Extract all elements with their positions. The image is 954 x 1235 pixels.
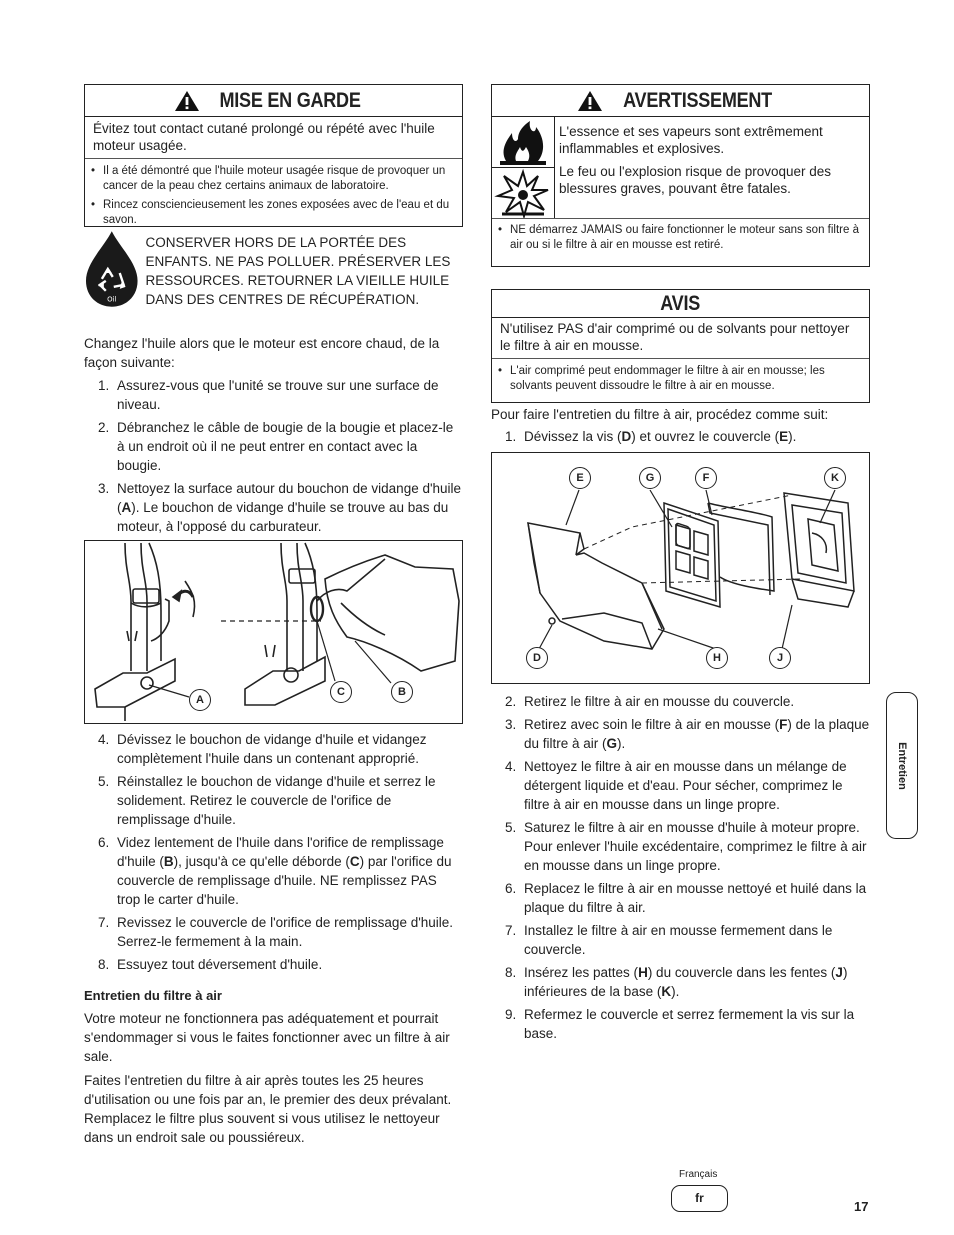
air-filter-figure [491,452,870,684]
list-item: 7. Revissez le couvercle de l'orifice de remplissage d'huile. Serrez-le fermement à la main. [98,915,454,949]
warning-lead: Évitez tout contact cutané prolongé ou répété avec l'huile moteur usagée. [85,117,462,159]
page-number: 17 [854,1199,869,1214]
warning-bullet: • Rincez consciencieusement les zones exposées avec de l'eau et du savon. [91,198,456,228]
left-column [84,84,463,1147]
danger-title: AVERTISSEMENT [623,88,772,112]
notice-title: AVIS [660,291,701,315]
list-item: 1. Dévissez la vis (D) et ouvrez le couvercle (E). [505,429,797,444]
danger-bullet: • NE démarrez JAMAIS ou faire fonctionner le moteur sans son filtre à air ou si le filtre à air en mousse est retiré. [498,223,863,253]
notice-header [492,290,869,318]
notice-bullet: • L'air comprimé peut endommager le filtre à air en mousse; les solvants peuvent dissoudre le filtre à air en mousse. [498,364,863,394]
list-item: 8. Essuyez tout déversement d'huile. [98,957,323,972]
danger-header [492,85,869,117]
list-item: 5. Saturez le filtre à air en mousse d'huile à moteur propre. Pour enlever l'huile excédentaire, comprimez le filtre à air en mousse dans un linge propre. [505,820,867,873]
list-item: 1. Assurez-vous que l'unité se trouve sur une surface de niveau. [98,378,439,412]
explosion-hazard-text: Le feu ou l'explosion risque de provoquer des blessures graves, pouvant être fatales. [559,164,832,196]
callout-k: K [824,467,846,489]
oil-change-steps-a [84,376,463,536]
callout-d: D [526,647,548,669]
list-item: 4. Nettoyez le filtre à air en mousse dans un mélange de détergent liquide et d'eau. Pour sécher, comprimez le filtre à air en mousse dans un linge propre. [505,759,847,812]
callout-h: H [706,647,728,669]
air-filter-steps-a [491,427,870,446]
list-item: 3. Nettoyez la surface autour du bouchon de vidange d'huile (A). Le bouchon de vidange d'huile se trouve au bas du moteur, à l'opposé du carburateur. [98,481,462,534]
warning-bullets [85,159,462,234]
language-code-badge: fr [671,1185,728,1212]
callout-g: G [639,467,661,489]
list-item: 4. Dévissez le bouchon de vidange d'huile et vidangez complètement l'huile dans un contenant approprié. [98,732,427,766]
callout-c: C [330,681,352,703]
warning-box [84,84,463,227]
hazard-icons [492,117,555,218]
list-item: 6. Videz lentement de l'huile dans l'orifice de remplissage d'huile (B), jusqu'à ce qu'elle déborde (C) par l'orifice du couvercle de remplissage d'huile. NE remplissez PAS trop le carter d'huile. [98,835,452,907]
list-item: 9. Refermez le couvercle et serrez fermement la vis sur la base. [505,1007,855,1041]
list-item: 7. Installez le filtre à air en mousse fermement dans le couvercle. [505,923,833,957]
callout-e: E [569,467,591,489]
oil-drain-figure [84,540,463,724]
callout-j: J [769,647,791,669]
air-filter-intro: Pour faire l'entretien du filtre à air, procédez comme suit: [491,407,829,422]
air-filter-paragraph: Faites l'entretien du filtre à air après toutes les 25 heures d'utilisation ou une fois par an, le premier des deux prévalant. Remplacez le filtre plus souvent si vous utilisez le nettoyeur dans un endroit sale ou poussiéreux. [84,1073,452,1145]
air-filter-exploded-illustration [492,453,868,682]
section-side-tab [886,692,918,839]
list-item: 5. Réinstallez le bouchon de vidange d'huile et serrez le solidement. Retirez le couvercle de l'orifice de remplissage d'huile. [98,774,436,827]
oil-notice-text: CONSERVER HORS DE LA PORTÉE DES ENFANTS. NE PAS POLLUER. PRÉSERVER LES RESSOURCES. RETOURNER LA VIEILLE HUILE DANS DES CENTRES DE RÉCUPÉRATION. [145,235,451,307]
notice-bullets [492,359,869,400]
list-item: 6. Replacez le filtre à air en mousse nettoyé et huilé dans la plaque du filtre à air. [505,881,867,915]
fire-hazard-text: L'essence et ses vapeurs sont extrêmement inflammables et explosives. [559,124,823,156]
air-filter-paragraph: Votre moteur ne fonctionnera pas adéquatement et pourrait s'endommager si vous le faites fonctionner avec un filtre à air sale. [84,1011,450,1064]
air-filter-steps-b [491,692,870,1043]
oil-icon-label: Oil [107,295,117,304]
hazard-texts [555,117,869,218]
oil-drop-recycle-icon [84,229,140,309]
explosion-icon [492,168,554,218]
warning-header [85,85,462,117]
danger-hazards [492,117,869,219]
oil-change-intro: Changez l'huile alors que le moteur est encore chaud, de la façon suivante: [84,336,440,370]
fire-icon [492,117,554,168]
air-filter-heading: Entretien du filtre à air [84,988,222,1003]
notice-lead: N'utilisez PAS d'air comprimé ou de solvants pour nettoyer le filtre à air en mousse. [492,318,869,359]
list-item: 3. Retirez avec soin le filtre à air en mousse (F) de la plaque du filtre à air (G). [505,717,870,751]
right-column [491,84,870,1047]
side-tab-label: Entretien [896,741,908,790]
language-label: Français [679,1169,718,1180]
notice-box [491,289,870,403]
oil-change-steps-b [84,730,463,974]
danger-bullets [492,219,869,259]
danger-box [491,84,870,267]
warning-bullet: • Il a été démontré que l'huile moteur usagée risque de provoquer un cancer de la peau chez certains animaux de laboratoire. [91,164,456,194]
callout-f: F [695,467,717,489]
list-item: 2. Retirez le filtre à air en mousse du couvercle. [505,694,795,709]
list-item: 8. Insérez les pattes (H) du couvercle dans les fentes (J) inférieures de la base (K). [505,965,848,999]
warning-title: MISE EN GARDE [219,88,362,112]
callout-a: A [189,689,211,711]
oil-notice [84,229,463,309]
warning-triangle-icon [174,90,200,112]
list-item: 2. Débranchez le câble de bougie de la bougie et placez-le à un endroit où il ne peut entrer en contact avec la bougie. [98,420,454,473]
callout-b: B [391,681,413,703]
warning-triangle-icon [577,90,603,112]
